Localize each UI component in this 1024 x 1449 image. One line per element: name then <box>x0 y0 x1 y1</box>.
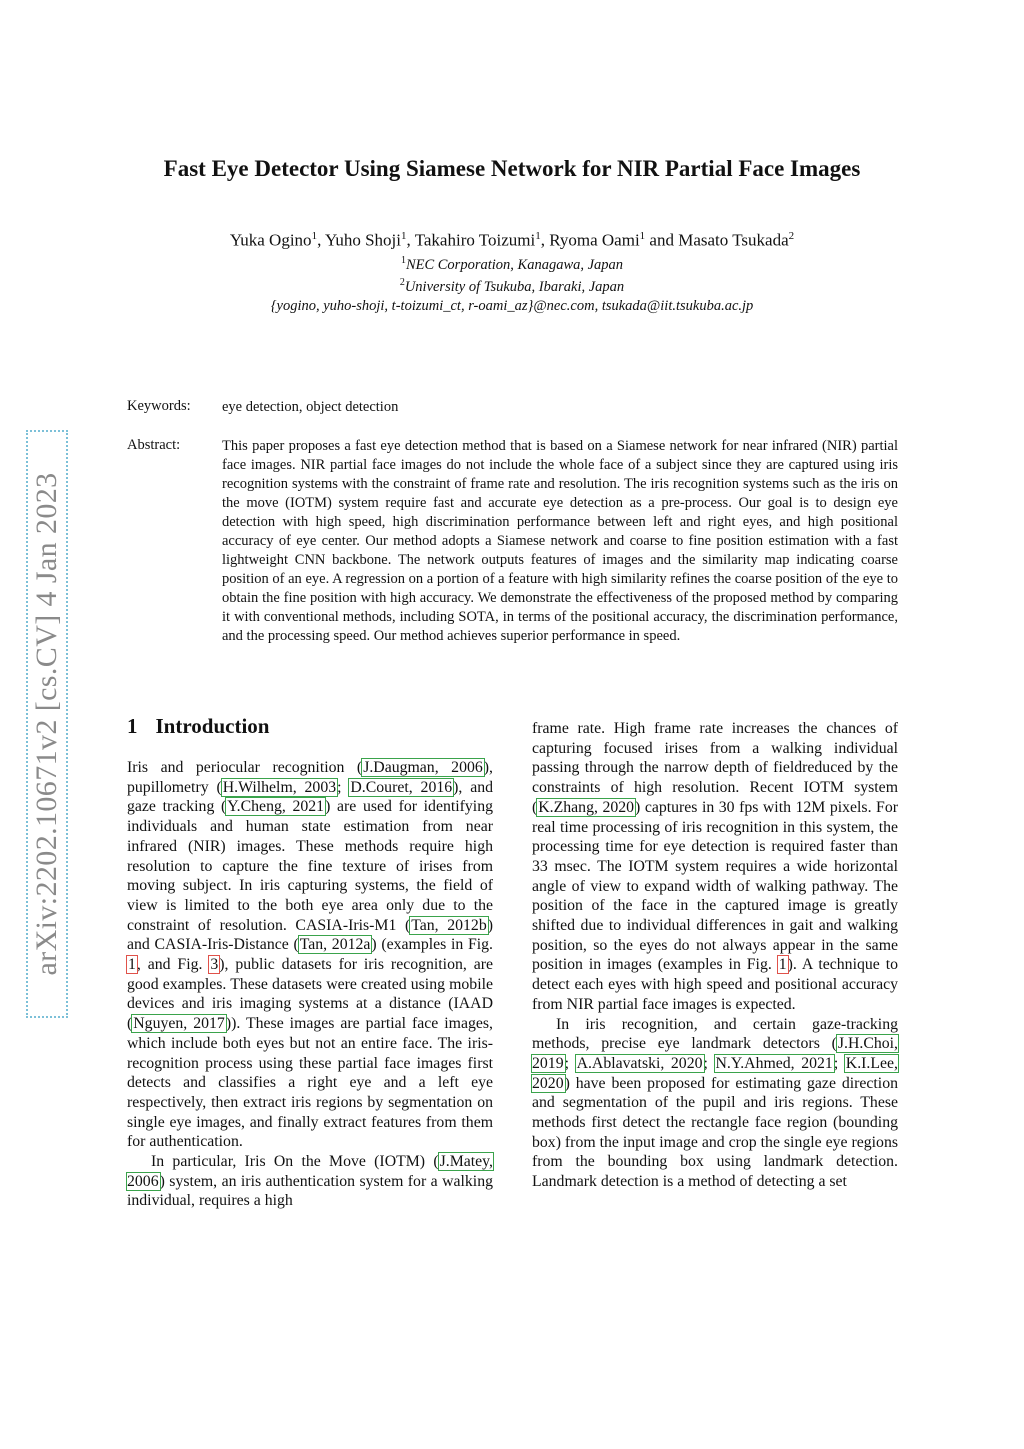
body-paragraph: frame rate. High frame rate increases the chances of capturing focused irises from a walking individual passing through the narrow depth of fieldreduced by the constraints of high resolution. Recent IOTM system (K.Zhang, 2020) captures in 30 fps with 12M pixels. For real time processing of iris recognition in this system, the processing time for eye detection is required faster than 33 msec. The IOTM system requires a wide horizontal angle of view to expand width of walking pathway. The position of the face in the captured image is greatly shifted due to individual differences in gait and walking position, so the eyes do not always appear in the same position in images (examples in Fig. 1). A technique to detect each eyes with high speed and positional accuracy from NIR partial face images is expected. <box>532 720 898 1013</box>
citation-link[interactable]: Tan, 2012b <box>411 916 487 934</box>
citation-link[interactable]: A.Ablavatski, 2020 <box>576 1054 703 1072</box>
citation-link[interactable]: J.Matey, 2006 <box>127 1153 493 1190</box>
author-name: Ryoma Oami <box>549 230 640 250</box>
author-affiliation-mark: 1 <box>311 230 318 242</box>
body-paragraph: In particular, Iris On the Move (IOTM) (J.Matey, 2006) system, an iris authentication system for a walking individual, requires a high <box>127 1153 493 1210</box>
author-separator: , <box>540 230 550 250</box>
citation-link[interactable]: Y.Cheng, 2021 <box>227 798 325 816</box>
figure-ref-link[interactable]: 1 <box>778 956 787 974</box>
author-separator: , <box>317 230 325 250</box>
section-heading <box>127 714 269 739</box>
section-number: 1 <box>127 714 138 738</box>
abstract-text: This paper proposes a fast eye detection method that is based on a Siamese network for near infrared (NIR) partial face images. NIR partial face images do not include the whole face of a subject since they are captured using iris recognition systems with the constraint of frame rate and resolution. The iris recognition systems such as the iris on the move (IOTM) system require fast and accurate eye detection as a pre-process. Our goal is to design eye detection with high speed, high discrimination performance between left and right eyes, and high positional accuracy of eye center. Our method adopts a Siamese network and coarse to fine position estimation with a fast lightweight CNN backbone. The network outputs features of images and the similarity map indicating coarse position of an eye. A regression on a portion of a feature with high similarity refines the coarse position of the eye to obtain the fine position with high accuracy. We demonstrate the effectiveness of the proposed method by comparing it with conventional methods, including SOTA, in terms of the positional accuracy, the discrimination performance, and the processing speed. Our method achieves superior performance in speed. <box>222 438 898 644</box>
affiliation-1-mark: 1 <box>400 255 406 266</box>
citation-link[interactable]: Nguyen, 2017 <box>133 1015 225 1033</box>
affiliation-2-text: University of Tsukuba, Ibaraki, Japan <box>404 278 625 295</box>
arxiv-stamp-text: arXiv:2202.10671v2 [cs.CV] 4 Jan 2023 <box>30 472 63 976</box>
keywords-label: Keywords: <box>127 398 191 414</box>
author-separator: , <box>406 230 415 250</box>
affiliation-1-text: NEC Corporation, Kanagawa, Japan <box>405 256 624 273</box>
paper-title: Fast Eye Detector Using Siamese Network for NIR Partial Face Images <box>163 156 861 181</box>
author-affiliation-mark: 1 <box>535 230 541 242</box>
author-name: Yuka Ogino <box>229 230 312 250</box>
abstract-label: Abstract: <box>127 437 181 453</box>
keywords-text: eye detection, object detection <box>222 399 399 415</box>
body-column-right <box>532 719 898 1192</box>
author-name: Yuho Shoji <box>324 230 401 250</box>
citation-link[interactable]: D.Couret, 2016 <box>350 778 453 796</box>
author-name: Takahiro Toizumi <box>414 230 536 250</box>
figure-ref-link[interactable]: 1 <box>128 956 136 974</box>
body-paragraph: Iris and periocular recognition (J.Daugman, 2006), pupillometry (H.Wilhelm, 2003; D.Couret, 2016), and gaze tracking (Y.Cheng, 2021) are used for identifying individuals and human state estimation from near infrared (NIR) images. These methods require high resolution to capture the fine texture of irises from moving subject. In iris capturing systems, the field of view is limited to the both eye area only due to the constraint of resolution. CASIA-Iris-M1 (Tan, 2012b) and CASIA-Iris-Distance (Tan, 2012a) (examples in Fig. 1, and Fig. 3), public datasets for iris recognition, are good examples. These datasets were created using mobile devices and iris imaging systems at a distance (IAAD (Nguyen, 2017)). These images are partial face images, which include both eyes but not an entire face. The iris-recognition process using these partial face images first detects and classifies a right eye and a left eye respectively, then extract iris regions by segmentation on single eye images, and finally extract features from them for authentication. <box>127 759 494 1151</box>
citation-link[interactable]: K.Zhang, 2020 <box>538 798 635 816</box>
affiliation-2-mark: 2 <box>399 277 405 288</box>
figure-ref-link[interactable]: 3 <box>210 956 219 974</box>
affiliation-2 <box>0 277 1024 296</box>
citation-link[interactable]: Tan, 2012a <box>299 936 371 954</box>
author-separator: and <box>645 230 679 250</box>
author-affiliation-mark: 1 <box>400 230 407 242</box>
body-column-left <box>127 758 493 1211</box>
citation-link[interactable]: H.Wilhelm, 2003 <box>222 778 337 796</box>
author-list <box>0 230 1024 251</box>
author-affiliation-mark: 2 <box>788 230 795 242</box>
author-name: Masato Tsukada <box>678 230 789 250</box>
citation-link[interactable]: N.Y.Ahmed, 2021 <box>715 1054 833 1072</box>
section-title: Introduction <box>155 714 270 738</box>
author-affiliation-mark: 1 <box>639 230 646 242</box>
citation-link[interactable]: K.I.Lee, 2020 <box>532 1054 898 1092</box>
citation-link[interactable]: J.H.Choi, 2019 <box>532 1035 898 1072</box>
body-paragraph: In iris recognition, and certain gaze-tracking methods, precise eye landmark detectors (J.H.Choi, 2019; A.Ablavatski, 2020; N.Y.Ahmed, 2021; K.I.Lee, 2020) have been proposed for estimating gaze direction and segmentation of the pupil and iris regions. These methods first detect the rectangle face region (bounding box) from the input image and crop the single eye regions from the bounding box using landmark detection. Landmark detection is a method of detecting a set <box>532 1015 898 1191</box>
arxiv-stamp[interactable] <box>26 430 68 1018</box>
author-emails: {yogino, yuho-shoji, t-toizumi_ct, r-oami_az}@nec.com, tsukada@iit.tsukuba.ac.jp <box>270 298 754 314</box>
affiliation-1 <box>0 255 1024 274</box>
citation-link[interactable]: J.Daugman, 2006 <box>363 759 483 776</box>
